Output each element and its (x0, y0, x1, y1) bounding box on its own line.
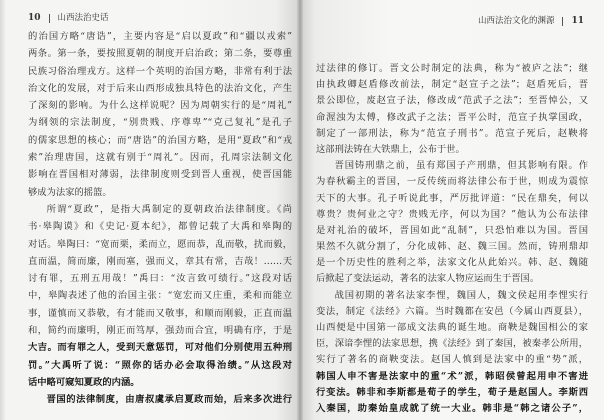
text-line: 天下的大事。孔子听说此事，严厉批评道：“民在鼎矣，何以 (316, 192, 588, 204)
text-line: 书·皋陶谟》和《史记·夏本纪》，都曾记载了大禹和皋陶的 (28, 221, 292, 233)
text-line: 后掀起了变法运动，著名的法家人物应运而生于晋国。 (316, 273, 540, 285)
running-title: 山西法治史话 (57, 13, 109, 23)
text-line: 景公即位，废赵宣子法，修改成“范武子之法”；至晋悼公，又 (316, 95, 588, 107)
text-line: 是一个历史性的胜利之举，法家文化从此始兴。韩、赵、魏随 (316, 257, 588, 269)
text-line: 入秦国，助秦始皇成就了统一大业。韩非是“韩之诸公子”， (316, 402, 588, 414)
header-separator (49, 14, 50, 23)
text-line: 晋国的法律制度，由唐叔虞承启夏政而始，后来多次进行 (46, 394, 292, 406)
paragraph (28, 391, 292, 408)
paragraph (316, 61, 588, 158)
text-line: 臣，深谙李悝的法家思想，携《法经》到了秦国，被秦孝公所用， (316, 338, 588, 350)
text-line: 民族习俗治理戎方。这样一个英明的治国方略，非常有利于法 (28, 65, 292, 77)
page-number: 10 (28, 13, 41, 23)
text-line: 中，皋陶表述了他的治国主张：“宽宏而又庄重，柔和而能立 (28, 290, 292, 302)
text-line: 过法律的修订。晋文公时制定的法典，称为“被庐之法”；继 (316, 63, 588, 74)
text-line: 对话。皋陶曰：“宽而栗，柔而立，愿而恭，乱而敬，扰而毅， (28, 238, 292, 250)
text-line: 话中略可窥知夏政的内涵。 (28, 376, 140, 388)
text-line: 尊贵？贵何业之守？贵贱无序，何以为国？”他认为公布法律 (316, 208, 588, 220)
book-gutter (297, 0, 303, 420)
paragraph (316, 288, 588, 418)
text-line: 实行了著名的商鞅变法。赵国人慎到是法家中的重“势”派， (316, 354, 588, 366)
paragraph (28, 201, 292, 391)
text-line: 由执政卿赵盾修改前法，制定“赵宣子之法”；赵盾死后，晋 (316, 79, 588, 91)
paragraph (28, 28, 292, 201)
running-title: 山西法治文化的渊源 (477, 16, 555, 26)
paragraph (316, 158, 588, 288)
text-line: 行变法。韩非和李斯都是荀子的学生，荀子是赵国人。李斯西 (316, 386, 588, 398)
text-line: 所谓“夏政”，是指大禹制定的夏朝政治法律制度。《尚 (46, 203, 292, 215)
text-line: 山西便是中国第一部成文法典的诞生地。商鞅是魏国相公的家 (316, 322, 588, 333)
text-line: 直而温，简而廉，刚而塞，强而义，章其有常，吉哉！……天 (28, 255, 292, 267)
text-line: 讨有罪，五刑五用哉！”禹曰：“汝言致可绩行。”这段对话 (28, 273, 292, 285)
text-line: 够成为法家的摇篮。 (28, 186, 112, 198)
text-line: 这部刑法铸在大铁鼎上，公布于世。 (316, 143, 465, 155)
text-line: 大吉。而有罪之人，受到天意惩罚，可对他们分别使用五种刑 (28, 342, 292, 354)
text-line: 战国初期的著名法家李悝，魏国人，魏文侯起用李悝实行 (334, 289, 588, 301)
text-line: 治文化的发展，对于后来山西形成独具特色的法治文化，产生 (28, 82, 292, 94)
left-running-head (28, 12, 109, 24)
page-number: 11 (571, 16, 584, 26)
text-line: 晋国铸刑鼎之前，虽有郑国子产刑鼎，但其影响有限。作 (334, 160, 588, 172)
left-page (0, 0, 300, 420)
text-line: 韩国人申不害是法家中的重“术”派，韩昭侯曾起用申不害进 (316, 370, 588, 382)
text-line: 是对礼治的破坏，晋国如此“乱制”，只恐怕难以为国。晋国 (316, 224, 588, 236)
right-page-body (316, 61, 588, 417)
left-page-body (28, 28, 292, 409)
text-line: 的儒家思想的核心；而“唐诰”的治国方略，是用“夏政”和“戎 (28, 134, 292, 146)
text-line: 的治国方略“唐诰”，主要内容是“启以夏政”和“疆以戎索” (28, 31, 292, 42)
header-separator (562, 17, 563, 26)
text-line: 变法，制定《法经》六篇。当时魏都在安邑（今属山西夏县）， (316, 305, 588, 317)
text-line: 罚。”大禹听了说：“照你的话办必会取得治绩。”从这段对 (28, 359, 292, 371)
text-line: 索”治理唐国，这就有别于“周礼”。因而，孔周宗法制文化 (28, 152, 292, 164)
text-line: 为春秋霸主的晋国，一反传统而将法律公布于世，则成为震惊 (316, 176, 588, 188)
text-line: 影响在晋国相对薄弱，法律制度则受到晋人重视，使晋国能 (28, 169, 292, 181)
right-running-head (478, 15, 584, 27)
text-line: 两条。第一条，要按照夏朝的制度开启治政；第二条，要尊重 (28, 48, 292, 60)
right-page (300, 0, 604, 420)
text-line: 命渥浊为太傅，修改武子之法；晋平公时，范宣子执掌国政， (316, 111, 588, 123)
text-line: 了深刻的影响。为什么这样说呢？因为周朝实行的是“周礼” (28, 100, 292, 112)
text-line: 制定了一部刑法，称为“范宣子刑书”。范宣子死后，赵鞅将 (316, 127, 588, 139)
text-line: 为纲领的宗法制度，“别贵贱、序尊卑”“克己复礼”是孔子 (28, 117, 292, 129)
text-line: 果然不久就分割了，分化成韩、赵、魏三国。然而，铸刑鼎却 (316, 241, 588, 253)
text-line: 事，谨慎而又恭敬，有才能而又敬事，和顺而刚毅，正直而温 (28, 307, 292, 319)
text-line: 和，简约而廉明，刚正而笃厚，强劲而合宜，明确有序，于是 (28, 325, 292, 337)
